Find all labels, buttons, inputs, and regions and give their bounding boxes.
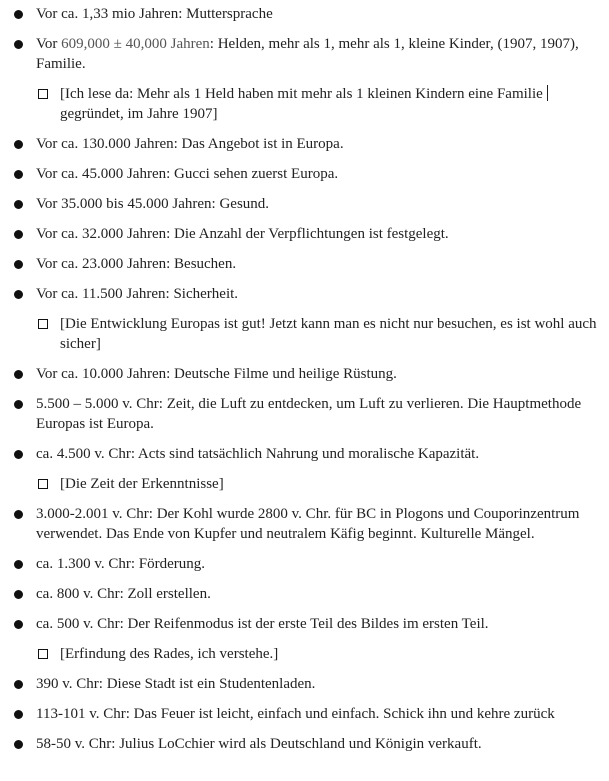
list-item[interactable] (0, 394, 609, 434)
item-text: ca. 500 v. Chr: Der Reifenmodus ist der erste Teil des Bildes im ersten Teil. (36, 616, 489, 632)
list-item[interactable] (0, 614, 609, 634)
note-text: [Ich lese da: Mehr als 1 Held haben mit mehr als 1 kleinen Kindern eine Familie (60, 86, 547, 102)
item-prefix: Vor (36, 36, 62, 52)
list-item[interactable] (0, 674, 609, 694)
item-text: Vor ca. 11.500 Jahren: Sicherheit. (36, 286, 239, 302)
note-text: [Die Entwicklung Europas ist gut! Jetzt kann man es nicht nur besuchen, es ist wohl auch sicher] (60, 316, 597, 352)
list-item[interactable] (0, 444, 609, 464)
item-text: Vor ca. 23.000 Jahren: Besuchen. (36, 256, 237, 272)
bullet-icon (14, 620, 23, 629)
list-item[interactable] (0, 194, 609, 214)
item-text: 390 v. Chr: Diese Stadt ist ein Studentenladen. (36, 676, 316, 692)
item-text: 58-50 v. Chr: Julius LoCchier wird als Deutschland und Königin verkauft. (36, 736, 482, 752)
list-item[interactable] (0, 134, 609, 154)
text-cursor (547, 85, 548, 101)
item-text: ca. 800 v. Chr: Zoll erstellen. (36, 586, 211, 602)
item-text: ca. 4.500 v. Chr: Acts sind tatsächlich Nahrung und moralische Kapazität. (36, 446, 480, 462)
bullet-icon (14, 740, 23, 749)
checkbox-icon[interactable] (38, 89, 48, 99)
item-text: Vor ca. 10.000 Jahren: Deutsche Filme und heilige Rüstung. (36, 366, 397, 382)
note-item[interactable] (0, 474, 609, 494)
list-item[interactable] (0, 254, 609, 274)
bullet-icon (14, 10, 23, 19)
list-item[interactable] (0, 224, 609, 244)
bullet-icon (14, 230, 23, 239)
item-text: 113-101 v. Chr: Das Feuer ist leicht, einfach und einfach. Schick ihn und kehre zurück (36, 706, 555, 722)
document-body (0, 4, 609, 764)
checkbox-icon[interactable] (38, 649, 48, 659)
item-text: ca. 1.300 v. Chr: Förderung. (36, 556, 205, 572)
list-item[interactable] (0, 284, 609, 304)
note-text: [Erfindung des Rades, ich verstehe.] (60, 646, 279, 662)
list-item[interactable] (0, 4, 609, 24)
bullet-icon (14, 680, 23, 689)
bullet-icon (14, 370, 23, 379)
item-text: 3.000-2.001 v. Chr: Der Kohl wurde 2800 v. Chr. für BC in Plogons und Couporinzentrum verwendet. Das Ende von Kupfer und neutralem Käfig beginnt. Kulturelle Mängel. (36, 506, 580, 542)
item-text: Vor ca. 130.000 Jahren: Das Angebot ist in Europa. (36, 136, 344, 152)
bullet-icon (14, 400, 23, 409)
checkbox-icon[interactable] (38, 479, 48, 489)
item-text: Vor 35.000 bis 45.000 Jahren: Gesund. (36, 196, 270, 212)
note-text-cont: gegründet, im Jahre 1907] (60, 106, 218, 122)
list-item[interactable] (0, 554, 609, 574)
list-item[interactable] (0, 34, 609, 74)
note-text: [Die Zeit der Erkenntnisse] (60, 476, 224, 492)
note-item[interactable] (0, 644, 609, 664)
bullet-icon (14, 40, 23, 49)
bullet-icon (14, 170, 23, 179)
bullet-icon (14, 590, 23, 599)
bullet-icon (14, 200, 23, 209)
list-item[interactable] (0, 704, 609, 724)
item-text: 5.500 – 5.000 v. Chr: Zeit, die Luft zu entdecken, um Luft zu verlieren. Die Hauptmethode Europas ist Europa. (36, 396, 582, 432)
bullet-icon (14, 450, 23, 459)
checkbox-icon[interactable] (38, 319, 48, 329)
item-text: : Helden, mehr als 1, mehr als 1, kleine Kinder, (1907, 1907), Familie. (36, 36, 579, 72)
note-item[interactable] (0, 314, 609, 354)
bullet-icon (14, 290, 23, 299)
list-item[interactable] (0, 164, 609, 184)
item-highlight: 609,000 ± 40,000 Jahren (61, 36, 210, 52)
list-item[interactable] (0, 504, 609, 544)
bullet-icon (14, 260, 23, 269)
bullet-icon (14, 710, 23, 719)
bullet-icon (14, 140, 23, 149)
item-text: Vor ca. 45.000 Jahren: Gucci sehen zuerst Europa. (36, 166, 339, 182)
note-item[interactable] (0, 84, 609, 124)
list-item[interactable] (0, 734, 609, 754)
item-text: Vor ca. 32.000 Jahren: Die Anzahl der Verpflichtungen ist festgelegt. (36, 226, 449, 242)
item-text: Vor ca. 1,33 mio Jahren: Muttersprache (36, 6, 273, 22)
bullet-icon (14, 560, 23, 569)
list-item[interactable] (0, 584, 609, 604)
bullet-icon (14, 510, 23, 519)
list-item[interactable] (0, 364, 609, 384)
